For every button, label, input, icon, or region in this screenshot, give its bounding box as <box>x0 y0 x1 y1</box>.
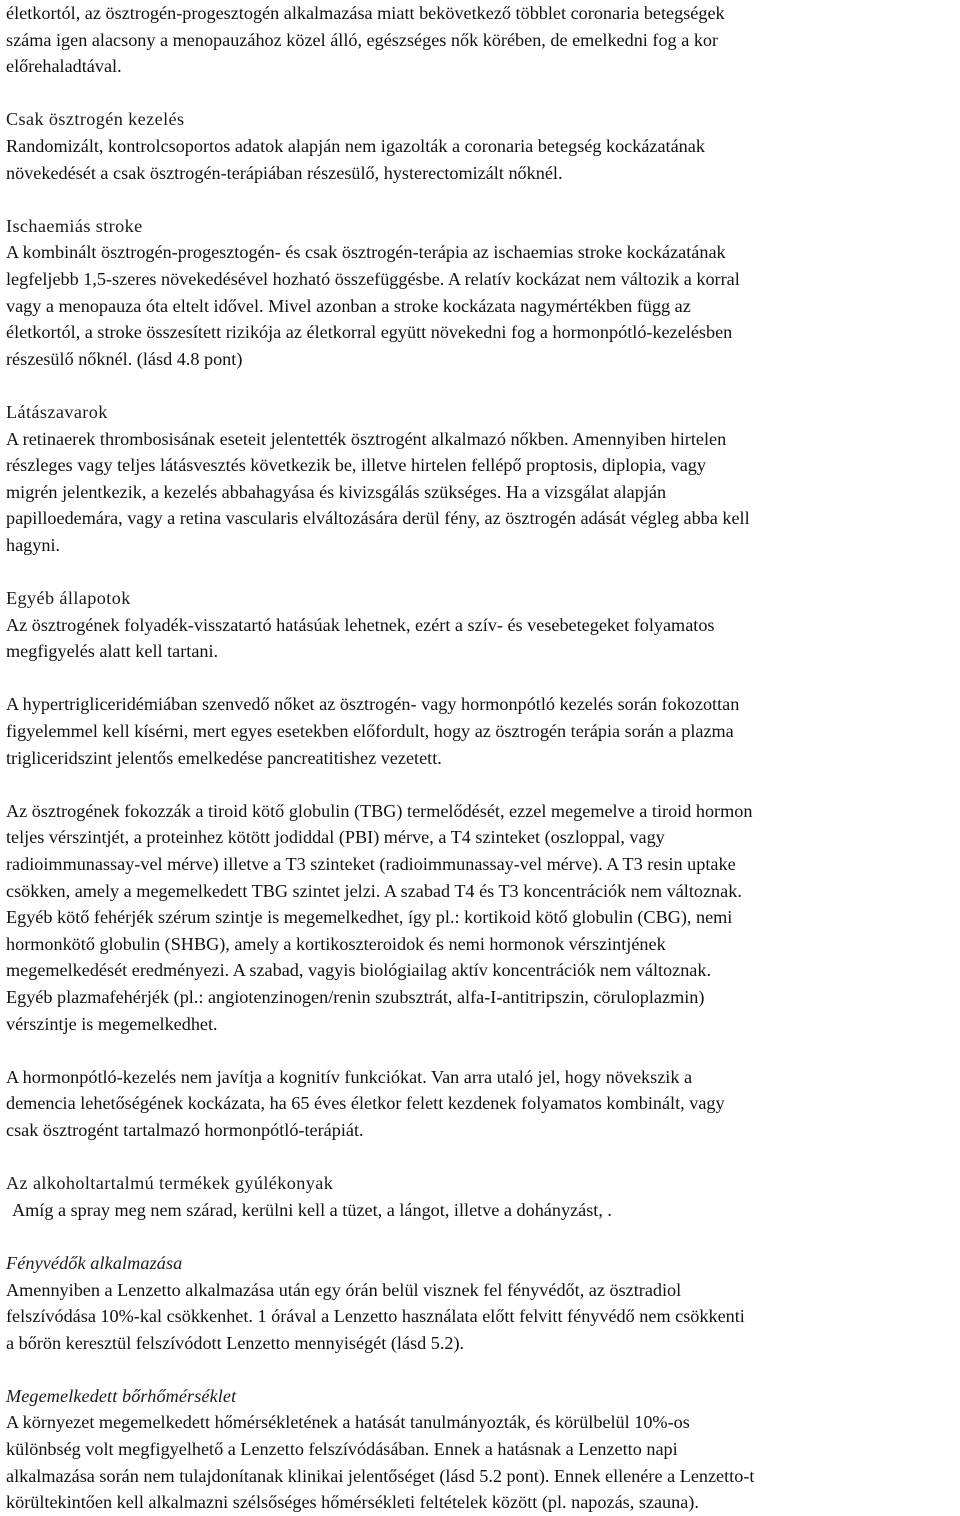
text-line: a bőrön keresztül felszívódott Lenzetto mennyiségét (lásd 5.2). <box>6 1332 465 1353</box>
text-line: A hormonpótló-kezelés nem javítja a kognitív funkciókat. Van arra utaló jel, hogy növekszik a <box>6 1066 693 1087</box>
text-line: előrehaladtával. <box>6 56 122 77</box>
text-line: Egyéb kötő fehérjék szérum szintje is megemelkedhet, így pl.: kortikoid kötő globulin (CBG), nemi <box>6 907 733 928</box>
text-line: Egyéb plazmafehérjék (pl.: angiotenzinogen/renin szubsztrát, alfa-I-antitripszin, cöruloplazmin) <box>6 986 705 1007</box>
text-line: hormonkötő globulin (SHBG), amely a kortikoszteroidok és nemi hormonok vérszintjének <box>6 933 666 954</box>
text-line: vérszintje is megemelkedhet. <box>6 1013 218 1034</box>
section-body-visual-disturbances <box>6 426 954 559</box>
text-line: hagyni. <box>6 534 61 555</box>
paragraph-cognitive-function <box>6 1064 954 1144</box>
text-line: papilloedemára, vagy a retina vascularis elváltozására derül fény, az ösztrogén adását végleg abba kell <box>6 508 750 529</box>
text-line: különbség volt megfigyelhető a Lenzetto felszívódásában. Ennek a hatásnak a Lenzetto napi <box>6 1439 678 1460</box>
text-line: legfeljebb 1,5-szeres növekedésével hozható összefüggésbe. A relatív kockázat nem változik a korral <box>6 268 740 289</box>
text-line: csak ösztrogént tartalmazó hormonpótló-terápiát. <box>6 1119 364 1140</box>
section-body-sunscreen <box>6 1277 954 1357</box>
text-line: részleges vagy teljes látásvesztés következik be, illetve hirtelen fellépő proptosis, diplopia, vagy <box>6 455 706 476</box>
text-line: Amennyiben a Lenzetto alkalmazása után egy órán belül visznek fel fényvédőt, az ösztradiol <box>6 1279 682 1300</box>
text-line: megemelkedését eredményezi. A szabad, vagyis biológiailag aktív koncentrációk nem változnak. <box>6 960 712 981</box>
text-line: növekedését a csak ösztrogén-terápiában részesülő, hysterectomizált nőknél. <box>6 162 563 183</box>
text-line: trigliceridszint jelentős emelkedése pancreatitishez vezetett. <box>6 747 442 768</box>
text-line: migrén jelentkezik, a kezelés abbahagyása és kivizsgálás szükséges. Ha a vizsgálat alapján <box>6 481 667 502</box>
text-line: életkortól, a stroke összesített rizikója az életkorral együtt növekedni fog a hormonpótló-kezelésben <box>6 322 733 343</box>
text-line: figyelemmel kell kísérni, mert egyes esetekben előfordult, hogy az ösztrogén terápia során a plazma <box>6 721 734 742</box>
section-body-flammability <box>6 1197 954 1224</box>
section-heading-ischaemic-stroke: Ischaemiás stroke <box>6 215 143 236</box>
text-line: Az ösztrogének fokozzák a tiroid kötő globulin (TBG) termelődését, ezzel megemelve a tiroid hormon <box>6 800 753 821</box>
section-heading-sunscreen: Fényvédők alkalmazása <box>6 1252 183 1273</box>
section-body-ischaemic-stroke <box>6 239 954 372</box>
section-body-estrogen-only <box>6 133 954 186</box>
paragraph-hypertriglyceridemia <box>6 691 954 771</box>
section-heading-estrogen-only: Csak ösztrogén kezelés <box>6 109 185 130</box>
text-line: Amíg a spray meg nem szárad, kerülni kell a tüzet, a lángot, illetve a dohányzást, . <box>12 1199 612 1220</box>
text-line: Randomizált, kontrolcsoportos adatok alapján nem igazolták a coronaria betegség kockázatának <box>6 135 705 156</box>
text-line: A hypertrigliceridémiában szenvedő nőket az ösztrogén- vagy hormonpótló kezelés során fokozottan <box>6 694 740 715</box>
section-heading-visual-disturbances: Látászavarok <box>6 401 108 422</box>
text-line: száma igen alacsony a menopauzához közel álló, egészséges nők körében, de emelkedni fog a kor <box>6 29 719 50</box>
text-line: demencia lehetőségének kockázata, ha 65 éves életkor felett kezdenek folyamatos kombinált, vagy <box>6 1093 725 1114</box>
document-page <box>6 0 954 1516</box>
text-line: megfigyelés alatt kell tartani. <box>6 641 219 662</box>
text-line: vagy a menopauza óta eltelt idővel. Mivel azonban a stroke kockázata nagymértékben függ az <box>6 295 691 316</box>
paragraph-binding-globulins <box>6 798 954 1037</box>
section-heading-skin-temperature: Megemelkedett bőrhőmérséklet <box>6 1385 237 1406</box>
text-line: A környezet megemelkedett hőmérsékletének a hatását tanulmányozták, és körülbelül 10%-os <box>6 1412 690 1433</box>
section-body-skin-temperature <box>6 1409 954 1515</box>
text-line: radioimmunassay-vel mérve) illetve a T3 szinteket (radioimmunassay-vel mérve). A T3 resin uptake <box>6 854 736 874</box>
text-line: A kombinált ösztrogén-progesztogén- és csak ösztrogén-terápia az ischaemias stroke kockázatának <box>6 242 726 263</box>
section-heading-flammability: Az alkoholtartalmú termékek gyúlékonyak <box>6 1173 334 1194</box>
text-line: Az ösztrogének folyadék-visszatartó hatásúak lehetnek, ezért a szív- és vesebetegeket folyamatos <box>6 614 715 635</box>
text-line: A retinaerek thrombosisának eseteit jelentették ösztrogént alkalmazó nőkben. Amennyiben hirtelen <box>6 428 727 449</box>
text-line: csökken, amely a megemelkedett TBG szintet jelzi. A szabad T4 és T3 koncentrációk nem változnak. <box>6 880 742 901</box>
text-line: körültekintően kell alkalmazni szélsőséges hőmérsékleti feltételek között (pl. napozás, szauna). <box>6 1492 699 1513</box>
text-line: alkalmazása során nem tulajdonítanak klinikai jelentőséget (lásd 5.2 pont). Ennek ellenére a Lenzetto-t <box>6 1465 755 1486</box>
text-line: életkortól, az ösztrogén-progesztogén alkalmazása miatt bekövetkező többlet coronaria betegségek <box>6 3 725 23</box>
text-line: felszívódása 10%-kal csökkenhet. 1 órával a Lenzetto használata előtt felvitt fényvédő nem csökkenti <box>6 1306 745 1327</box>
text-line: teljes vérszintjét, a proteinhez kötött jodiddal (PBI) mérve, a T4 szinteket (oszloppal, vagy <box>6 827 665 848</box>
section-body-other-conditions <box>6 612 954 665</box>
intro-paragraph <box>6 0 954 80</box>
text-line: részesülő nőknél. (lásd 4.8 pont) <box>6 348 243 369</box>
section-heading-other-conditions: Egyéb állapotok <box>6 588 131 609</box>
